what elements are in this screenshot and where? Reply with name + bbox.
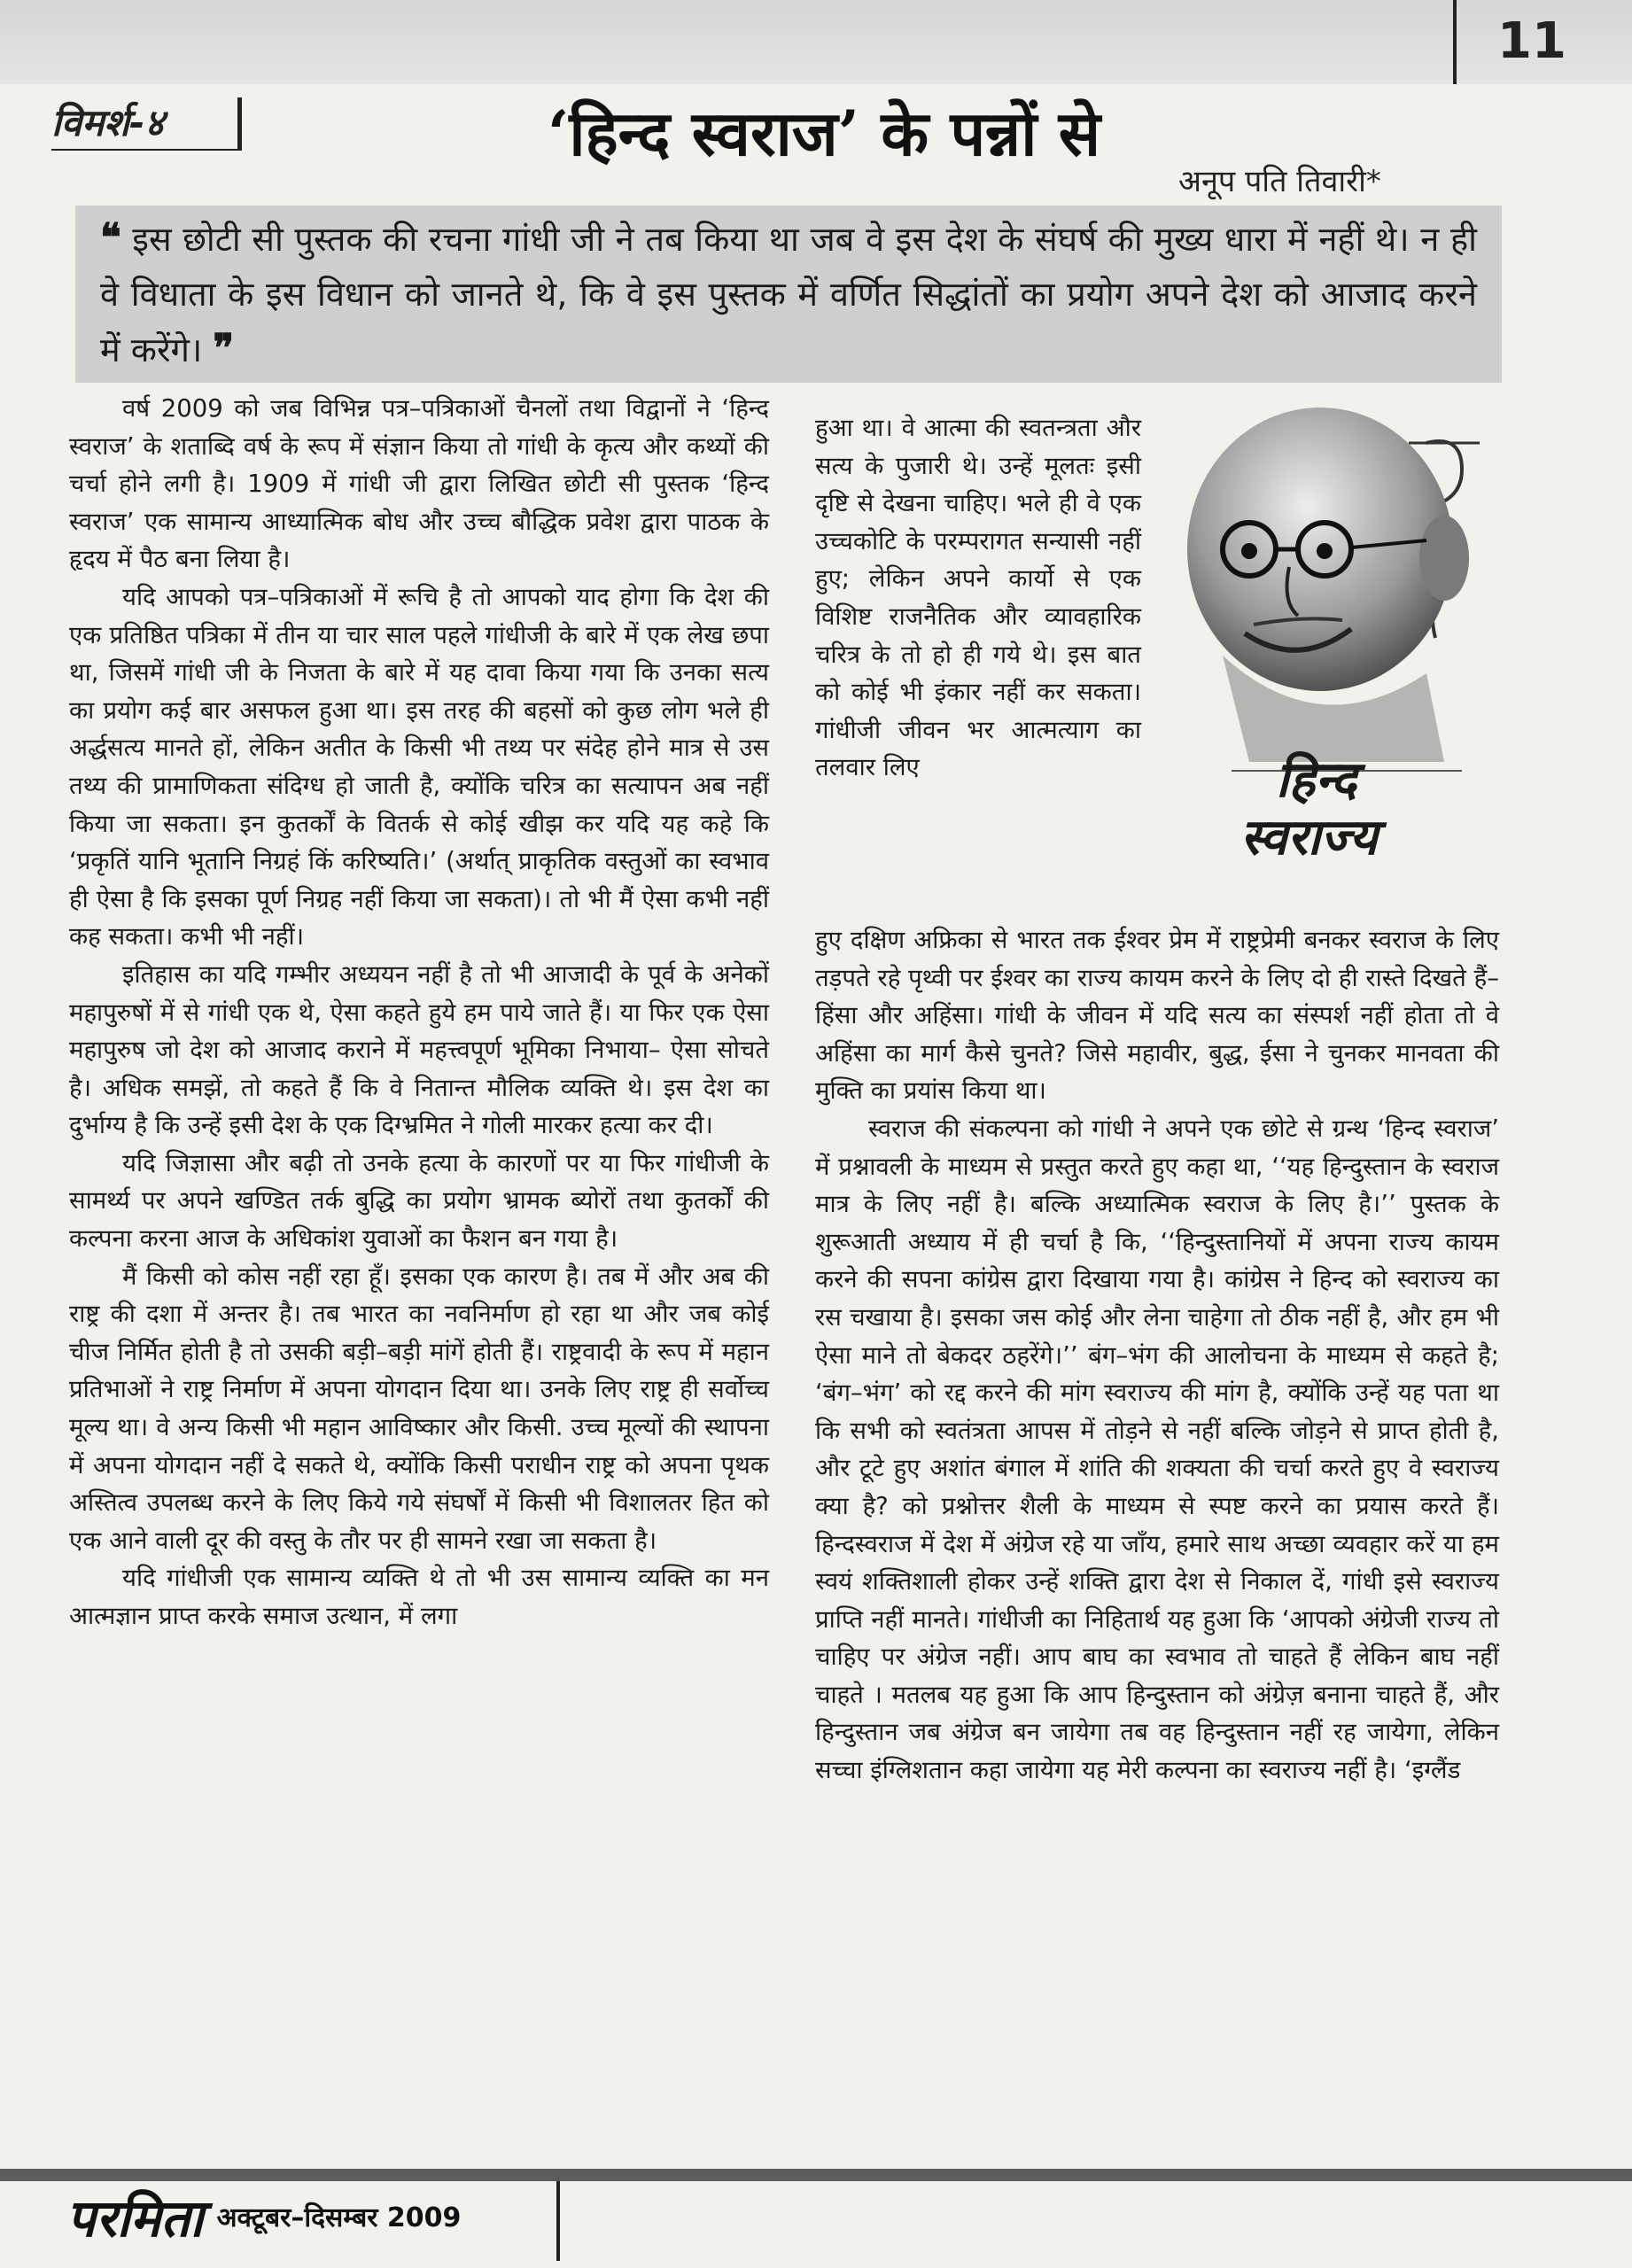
paragraph: वर्ष 2009 को जब विभिन्न पत्र–पत्रिकाओं चैनलों तथा विद्वानों ने ‘हिन्द स्वराज’ के शताब्दि वर्ष के रूप में संज्ञान किया तो गांधी के कृत्य और कथ्यों की चर्चा होने लगी है। 1909 में गांधी जी द्वारा लिखित छोटी सी पुस्तक ‘हिन्द स्वराज’ एक सामान्य आध्यात्मिक बोध और उच्च बौद्धिक प्रवेश द्वारा पाठक के हृदय में पैठ बना लिया है। [69,394,769,574]
footer-divider [556,2181,560,2261]
header-band [0,0,1632,84]
header-divider [1453,0,1457,84]
paragraph: हुआ था। वे आत्मा की स्वतन्त्रता और सत्य के पुजारी थे। उन्हें मूलतः इसी दृष्टि से देखना चाहिए। भले ही वे एक उच्चकोटि के परम्परागत सन्यासी नहीं हुए; लेकिन अपने कार्यो से एक विशिष्ट राजनैतिक और व्यावहारिक चरित्र के तो हो ही गये थे। इस बात को कोई भी इंकार नहीं कर सकता। गांधीजी जीवन भर आत्मत्याग का तलवार लिए [815,414,1141,782]
paragraph: यदि आपको पत्र–पत्रिकाओं में रूचि है तो आपको याद होगा कि देश की एक प्रतिष्ठित पत्रिका में तीन या चार साल पहले गांधीजी के बारे में एक लेख छपा था, जिसमें गांधी जी के निजता के बारे में यह दावा किया गया कि उनका सत्य का प्रयोग कई बार असफल हुआ था। इस तरह की बहसों को कुछ लोग भले ही अर्द्धसत्य मानते हों, लेकिन अतीत के किसी भी तथ्य पर संदेह होने मात्र से उस तथ्य की प्रामाणिकता संदिग्ध हो जाती है, क्योंकि चरित्र का सत्यापन अब नहीं किया जा सकता। इन कुतर्कों के वितर्क से कोई खीझ कर यदि यह कहे कि ‘प्रकृतिं यानि भूतानि निग्रहं किं करिष्यति।’ (अर्थात् प्राकृतिक वस्तुओं का स्वभाव ही ऐसा है कि इसका पूर्ण निग्रह नहीं किया जा सकता)। तो भी मैं ऐसा कभी नहीं कह सकता। कभी भी नहीं। [69,582,769,951]
illustration-caption-line1: हिन्द [1276,750,1357,809]
paragraph: स्वराज की संकल्पना को गांधी ने अपने एक छोटे से ग्रन्थ ‘हिन्द स्वराज’ में प्रश्नावली के माध्यम से प्रस्तुत करते हुए कहा था, ‘‘यह हिन्दुस्तान के स्वराज मात्र के लिए नहीं है। बल्कि अध्यात्मिक स्वराज के लिए है।’’ पुस्तक के शुरूआती अध्याय में ही चर्चा है कि, ‘‘हिन्दुस्तानियों में अपना राज्य कायम करने की सपना कांग्रेस द्वारा दिखाया गया है। कांग्रेस ने हिन्द को स्वराज्य का रस चखाया है। इसका जस कोई और लेना चाहेगा तो ठीक नहीं है, और हम भी ऐसा माने तो बेकदर ठहरेंगे।’’ बंग–भंग की आलोचना के माध्यम से कहते है; ‘बंग–भंग’ को रद्द करने की मांग स्वराज्य की मांग है, क्योंकि उन्हें यह पता था कि सभी को स्वतंत्रता आपस में तोड़ने से नहीं बल्कि जोड़ने से प्राप्त होती है, और टूटे हुए अशांत बंगाल में शांति की शक्यता की चर्चा करते हुए वे स्वराज्य क्या है? को प्रश्नोत्तर शैली के माध्यम से स्पष्ट करने का प्रयास करते हैं। हिन्दस्वराज में देश में अंग्रेज रहे या जाँय, हमारे साथ अच्छा व्यवहार करें या हम स्वयं शक्तिशाली होकर उन्हें शक्ति द्वारा देश से निकाल दें, गांधी इसे स्वराज्य प्राप्ति नहीं मानते। गांधीजी का निहितार्थ यह हुआ कि ‘आपको अंग्रेजी राज्य तो चाहिए पर अंग्रेज नहीं। आप बाघ का स्वभाव तो चाहते हैं लेकिन बाघ नहीं चाहते । मतलब यह हुआ कि आप हिन्दुस्तान को अंग्रेज़ बनाना चाहते हैं, और हिन्दुस्तान जब अंग्रेज बन जायेगा तब वह हिन्दुस्तान नहीं रह जायेगा, लेकिन सच्चा इंग्लिशतान कहा जायेगा यह मेरी कल्पना का स्वराज्य नहीं है। ‘इग्लैंड [815,1114,1499,1785]
paragraph: मैं किसी को कोस नहीं रहा हूँ। इसका एक कारण है। तब में और अब की राष्ट्र की दशा में अन्तर है। तब भारत का नवनिर्माण हो रहा था और जब कोई चीज निर्मित होती है तो उसकी बड़ी–बड़ी मांगें होती हैं। राष्ट्रवादी के रूप में महान प्रतिभाओं ने राष्ट्र निर्माण में अपना योगदान दिया था। उनके लिए राष्ट्र ही सर्वोच्च मूल्य था। वे अन्य किसी भी महान आविष्कार और किसी. उच्च मूल्यों की स्थापना में अपना योगदान नहीं दे सकते थे, क्योंकि किसी पराधीन राष्ट्र को अपना पृथक अस्तित्व उपलब्ध करने के लिए किये गये संघर्षों में किसी भी विशालतर हित को एक आने वाली दूर की वस्तु के तौर पर ही सामने रखा जा सकता है। [69,1262,769,1555]
page-number: 11 [1497,12,1566,70]
open-quote-mark: ❝ [100,215,121,260]
right-column-top [815,409,1141,921]
article-title: ‘हिन्द स्वराज’ के पन्नों से [547,97,1101,170]
paragraph: हुए दक्षिण अफ्रिका से भारत तक ईश्वर प्रेम में राष्ट्रप्रेमी बनकर स्वराज के लिए तड़पते रहे पृथ्वी पर ईश्वर का राज्य कायम करने के लिए दो ही रास्ते दिखते हैं– हिंसा और अहिंसा। गांधी के जीवन में यदि सत्य का संस्पर्श नहीं होता तो वे अहिंसा का मार्ग कैसे चुनते? जिसे महावीर, बुद्ध, ईसा ने चुनकर मानवता की मुक्ति का प्रयांस किया था। [815,926,1499,1106]
magazine-logo: परमिता [66,2188,204,2249]
pull-quote-text: इस छोटी सी पुस्तक की रचना गांधी जी ने तब किया था जब वे इस देश के संघर्ष की मुख्य धारा में नहीं थे। न ही वे विधाता के इस विधान को जानते थे, कि वे इस पुस्तक में वर्णित सिद्धांतों का प्रयोग अपने देश को आजाद करने में करेंगे। [100,220,1477,369]
paragraph: इतिहास का यदि गम्भीर अध्ययन नहीं है तो भी आजादी के पूर्व के अनेकों महापुरुषों में से गांधी एक थे, ऐसा कहते हुये हम पाये जाते हैं। या फिर एक ऐसा महापुरुष जो देश को आजाद कराने में महत्त्वपूर्ण भूमिका निभाया– ऐसा सोचते है। अधिक समझें, तो कहते हैं कि वे नितान्त मौलिक व्यक्ति थे। इस देश का दुर्भाग्य है कि उन्हें इसी देश के एक दिग्भ्रमित ने गोली मारकर हत्या कर दी। [69,959,769,1140]
footer [66,2181,461,2261]
author-name: अनूप पति तिवारी* [1178,164,1381,199]
left-column [69,390,769,2153]
right-column [815,921,1499,2153]
pull-quote-box [75,206,1502,383]
footer-bar [0,2169,1632,2181]
paragraph: यदि गांधीजी एक सामान्य व्यक्ति थे तो भी उस सामान्य व्यक्ति का मन आत्मज्ञान प्राप्त करके समाज उत्थान, में लगा [69,1564,769,1630]
illustration-caption-line2: स्वराज्य [1240,808,1378,866]
close-quote-mark: ❞ [213,326,235,371]
issue-date: अक्टूबर–दिसम्बर 2009 [216,2202,462,2233]
paragraph: यदि जिज्ञासा और बढ़ी तो उनके हत्या के कारणों पर या फिर गांधीजी के सामर्थ्य पर अपने खण्डित तर्क बुद्धि का प्रयोग भ्रामक ब्योरों तथा कुतर्कों की कल्पना करना आज के अधिकांश युवाओं का फैशन बन गया है। [69,1148,769,1254]
gandhi-illustration [1143,390,1497,913]
section-tag: विमर्श-४ [51,97,242,151]
pull-quote [100,211,1477,377]
